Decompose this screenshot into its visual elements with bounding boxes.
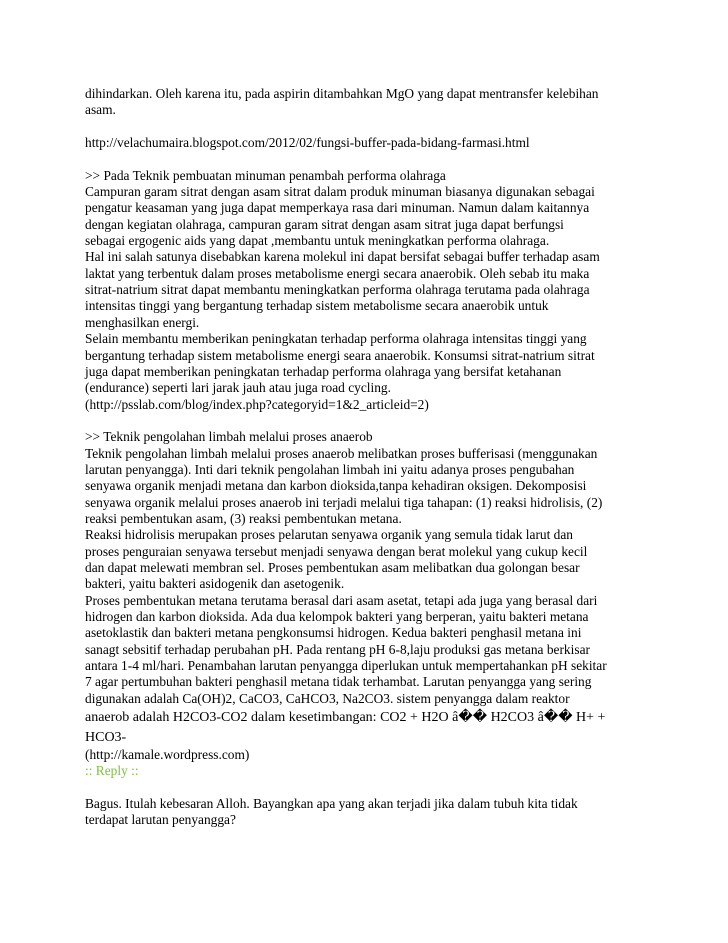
text-line: Reaksi hidrolisis merupakan proses pelarutan senyawa organik yang semula tidak larut dan <box>85 527 574 543</box>
text-line: terdapat larutan penyangga? <box>85 812 236 828</box>
comment-paragraph <box>85 796 655 829</box>
equation-line: anaerob adalah H2CO3-CO2 dalam kesetimbangan: CO2 + H2O â�� H2CO3 â�� H+ + <box>85 710 606 726</box>
text-line: larutan penyangga). Inti dari teknik pengolahan limbah ini yaitu adanya proses pengubahan <box>85 461 575 477</box>
paragraph-gap <box>85 151 655 167</box>
text-line: laktat yang terbentuk dalam proses metabolisme energi secara anaerobik. Oleh sebab itu maka <box>85 265 590 281</box>
source-url-psslab: (http://psslab.com/blog/index.php?categoryid=1&2_articleid=2) <box>85 396 429 412</box>
paragraph-gap <box>85 780 655 796</box>
text-line: sebagai ergogenic aids yang dapat ,membantu untuk meningkatkan performa olahraga. <box>85 233 550 249</box>
text-line: proses penguraian senyawa tersebut menjadi senyawa dengan berat molekul yang cukup kecil <box>85 543 588 559</box>
text-line: Campuran garam sitrat dengan asam sitrat dalam produk minuman biasanya digunakan sebagai <box>85 184 595 200</box>
section-heading: >> Teknik pengolahan limbah melalui proses anaerob <box>85 429 373 445</box>
section-sport-drink <box>85 168 655 413</box>
text-line: hidrogen dan karbon dioksida. Ada dua kelompok bakteri yang berperan, yaitu bakteri metana <box>85 609 589 624</box>
text-line: Bagus. Itulah kebesaran Alloh. Bayangkan apa yang akan terjadi jika dalam tubuh kita tidak <box>85 796 578 812</box>
source-url-farmasi: http://velachumaira.blogspot.com/2012/02/fungsi-buffer-pada-bidang-farmasi.html <box>85 135 530 151</box>
text-line: bergantung terhadap sistem metabolisme energi seara anaerobik. Konsumsi sitrat-natrium sitrat <box>85 347 595 363</box>
text-line: sitrat-natrium sitrat dapat membantu meningkatkan performa olahraga terutama pada olahraga <box>85 282 590 298</box>
text-line: juga dapat memberikan peningkatan terhadap performa olahraga yang bersifat ketahanan <box>85 363 562 379</box>
paragraph-gap <box>85 413 655 429</box>
text-line: pengatur keasaman yang juga dapat memperkaya rasa dari minuman. Namun dalam kaitannya <box>85 200 590 216</box>
text-line: Selain membantu memberikan peningkatan terhadap performa olahraga intensitas tinggi yang <box>85 331 587 347</box>
text-line: Hal ini salah satunya disebabkan karena molekul ini dapat bersifat sebagai buffer terhadap asam <box>85 249 600 265</box>
text-line: intensitas tinggi yang bergantung terhadap sistem metabolisme secara anaerobik untuk <box>85 298 549 314</box>
text-line: (endurance) seperti lari jarak jauh atau juga road cycling. <box>85 380 391 396</box>
text-line: senyawa organik menjadi metana dan karbon dioksida,tanpa kehadiran oksigen. Dekomposisi <box>85 478 587 494</box>
section-waste-treatment <box>85 429 655 763</box>
text-line: asam. <box>85 102 116 118</box>
document-page <box>85 86 655 829</box>
text-line: Teknik pengolahan limbah melalui proses anaerob melibatkan proses bufferisasi (menggunakan <box>85 445 598 461</box>
reply-link[interactable]: :: Reply :: <box>85 763 139 779</box>
equation-continuation: HCO3- <box>85 730 127 746</box>
text-line: dan dapat melewati membran sel. Proses pembentukan asam melibatkan dua golongan besar <box>85 559 580 575</box>
text-line: dihindarkan. Oleh karena itu, pada aspirin ditambahkan MgO yang dapat mentransfer kelebihan <box>85 86 599 101</box>
section-heading: >> Pada Teknik pembuatan minuman penambah performa olahraga <box>85 167 446 183</box>
text-line: 7 agar pertumbuhan bakteri penghasil metana tidak terhambat. Larutan penyangga yang sering <box>85 674 592 690</box>
text-line: dengan kegiatan olahraga, campuran garam sitrat dengan asam sitrat juga dapat berfungsi <box>85 216 564 232</box>
source-url-kamale: (http://kamale.wordpress.com) <box>85 747 250 763</box>
text-line: senyawa organik melalui proses anaerob ini terjadi melalui tiga tahapan: (1) reaksi hidrolisis, (2) <box>85 494 603 510</box>
text-line: reaksi pembentukan asam, (3) reaksi pembentukan metana. <box>85 510 402 526</box>
text-line: bakteri, yaitu bakteri asidogenik dan asetogenik. <box>85 576 345 592</box>
text-line: antara 1-4 ml/hari. Penambahan larutan penyangga diperlukan untuk mempertahankan pH sekitar <box>85 658 607 674</box>
text-line: Proses pembentukan metana terutama berasal dari asam asetat, tetapi ada juga yang berasal dari <box>85 592 598 608</box>
intro-paragraph <box>85 86 655 119</box>
text-line: asetoklastik dan bakteri metana pengkonsumsi hidrogen. Kedua bakteri penghasil metana ini <box>85 625 582 641</box>
paragraph-gap <box>85 119 655 135</box>
text-line: digunakan adalah Ca(OH)2, CaCO3, CaHCO3, Na2CO3. sistem penyangga dalam reaktor <box>85 690 570 706</box>
text-line: menghasilkan energi. <box>85 314 200 330</box>
text-line: sanagt sebsitif terhadap perubahan pH. Pada rentang pH 6-8,laju produksi gas metana berkisar <box>85 641 590 657</box>
